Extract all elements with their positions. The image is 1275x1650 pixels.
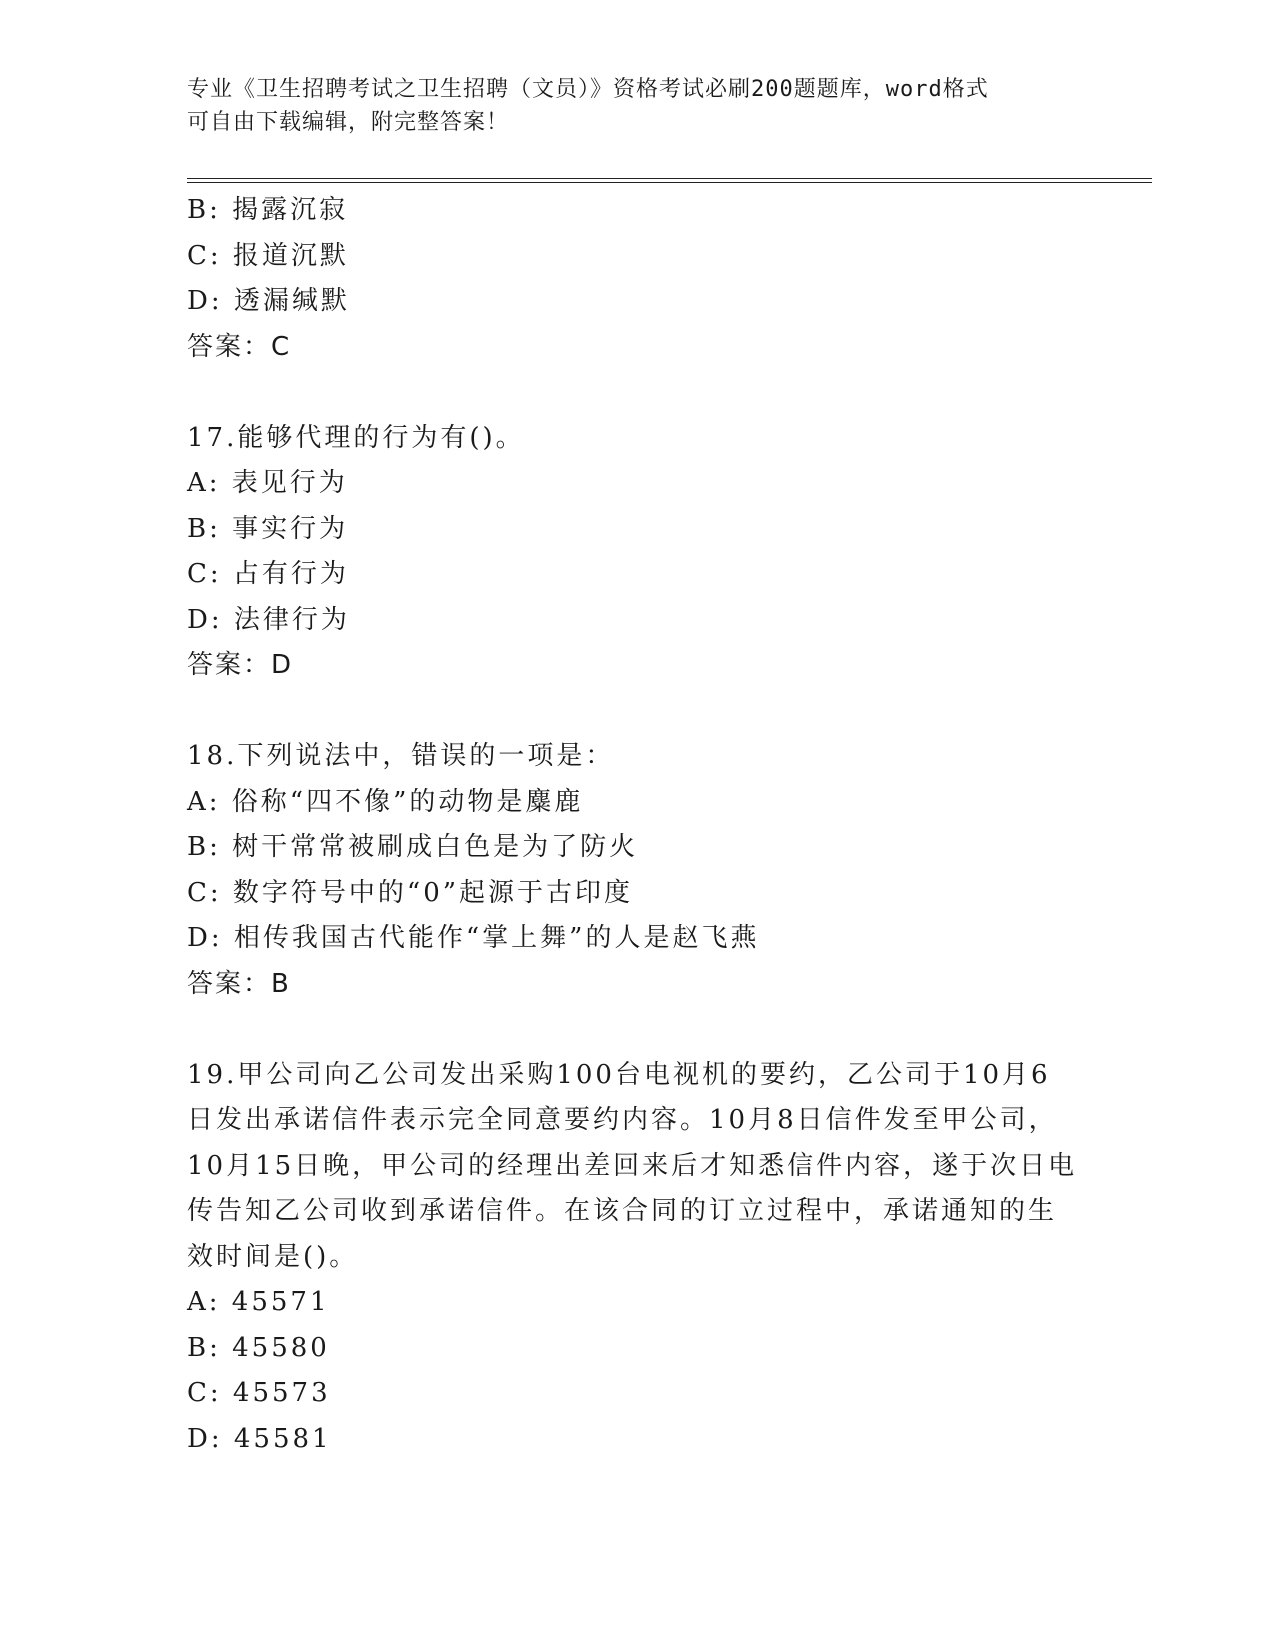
question-stem-line-1: 19.甲公司向乙公司发出采购100台电视机的要约，乙公司于10月6 [187,1059,1051,1090]
option-a: A: 俗称“四不像”的动物是麋鹿 [187,786,584,817]
document-header [187,73,1067,139]
option-d: D: 透漏缄默 [187,286,350,316]
answer-line: 答案：C [187,331,292,362]
question-stem-line-4: 传告知乙公司收到承诺信件。在该合同的订立过程中，承诺通知的生 [187,1196,1058,1226]
question-stem: 18.下列说法中，错误的一项是： [187,741,615,771]
question-18 [187,734,1087,1007]
question-16-continued [187,188,1087,370]
option-b: B: 揭露沉寂 [187,195,349,225]
header-divider [187,178,1152,183]
option-c: C: 数字符号中的“0”起源于古印度 [187,877,634,908]
option-a: A: 表见行为 [187,468,348,498]
option-b: B: 树干常常被刷成白色是为了防火 [187,832,639,862]
option-a: A: 45571 [187,1287,330,1317]
option-c: C: 45573 [187,1378,331,1408]
question-stem-line-5: 效时间是()。 [187,1241,359,1272]
header-title-line-2: 可自由下载编辑，附完整答案！ [187,110,510,135]
question-19 [187,1053,1087,1463]
option-c: C: 报道沉默 [187,240,349,271]
answer-line: 答案：D [187,650,294,680]
document-body [187,188,1087,1462]
question-stem-line-3: 10月15日晚，甲公司的经理出差回来后才知悉信件内容，遂于次日电 [187,1150,1078,1181]
header-title-line-1: 专业《卫生招聘考试之卫生招聘（文员）》资格考试必刷200题题库，word格式 [187,77,989,102]
spacer [187,689,1087,735]
answer-line: 答案：B [187,968,291,999]
question-stem: 17.能够代理的行为有()。 [187,422,525,453]
option-b: B: 事实行为 [187,513,349,544]
question-17 [187,416,1087,689]
option-d: D: 相传我国古代能作“掌上舞”的人是赵飞燕 [187,923,760,953]
option-b: B: 45580 [187,1332,330,1363]
option-c: C: 占有行为 [187,559,349,589]
spacer [187,370,1087,416]
spacer [187,1007,1087,1053]
question-stem-line-2: 日发出承诺信件表示完全同意要约内容。10月8日信件发至甲公司， [187,1105,1058,1135]
option-d: D: 法律行为 [187,604,350,635]
option-d: D: 45581 [187,1423,332,1454]
